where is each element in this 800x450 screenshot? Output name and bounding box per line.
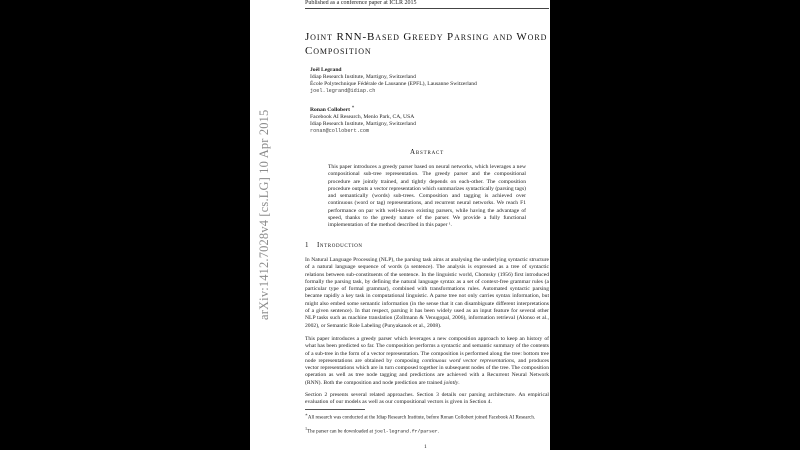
- arxiv-stamp-text: arXiv:1412.7028v4 [cs.LG] 10 Apr 2015: [257, 109, 271, 320]
- paper-title: Joint RNN-Based Greedy Parsing and Word Composition: [305, 31, 548, 57]
- paragraph-3: Section 2 presents several related approaches. Section 3 details our parsing architecture. An empirical evaluation of our models as well as our compositional vectors is given in Section 4.: [305, 392, 549, 406]
- abstract-heading: Abstract: [410, 148, 444, 156]
- paragraph-2: This paper introduces a greedy parser which leverages a new composition approach to keep an history of what has been predicted so far. The composition performs a syntactic and semantic summary of the contents of a sub-tree in the form of a vector representation. The composition is performed along the tree: bottom tree node representations are obtained by composing continuous word vector representations, and produces vector representations which are in turn composed together in subsequent nodes of the tree. The composition operation as well as tree node tagging and predictions are achieved with a Recurrent Neural Network (RNN). Both the composition and node prediction are trained jointly.: [305, 336, 549, 386]
- author-name: Joël Legrand: [310, 67, 342, 73]
- arxiv-stamp: [258, 96, 270, 320]
- header-rule: [305, 8, 549, 9]
- author-affiliation: École Polytechnique Fédérale de Lausanne (EPFL), Lausanne Switzerland: [310, 81, 477, 87]
- paragraph-1: In Natural Language Processing (NLP), the parsing task aims at analysing the underlying syntactic structure of a natural language sequence of words (a sentence). The analysis is expressed as a tree of syntactic relations between sub-constituents of the sentence. In the linguistic world, Chomsky (1956) first introduced formally the parsing task, by defining the natural language syntax as a set of context-free grammar rules (a particular type of formal grammar), combined with transformations rules. Automated syntactic parsing became rapidly a key task in computational linguistic. A parse tree not only carries syntax information, but might also embed some semantic information (in the sense that it can disambiguate different interpretations of a given sentence). In that respect, parsing it has been widely used as an input feature for several other NLP tasks such as machine translation (Zollmann & Venugopal, 2006), information retrieval (Alonso et al., 2002), or Semantic Role Labeling (Punyakanok et al., 2008).: [305, 257, 549, 329]
- footnote-2: $^1$The parser can be downloaded at joel-legrand.fr/parser.: [305, 426, 439, 435]
- author-affiliation: Idiap Research Institute, Martigny, Switzerland: [310, 120, 416, 127]
- running-header: Published as a conference paper at ICLR 2015: [305, 0, 417, 6]
- footnote-1: ∗All research was conducted at the Idiap Research Institute, before Ronan Collobert joined Facebook AI Research.: [305, 412, 536, 421]
- author-email: joel.legrand@idiap.ch: [310, 88, 376, 94]
- abstract-text: This paper introduces a greedy parser based on neural networks, which leverages a new compositional sub-tree representation. The greedy parser and the compositional procedure are jointly trained, and tightly depends on each-other. The composition procedure outputs a vector representation which summarizes syntactically (parsing tags) and semantically (words) sub-trees. Composition and tagging is achieved over continuous (word or tag) representations, and recurrent neural networks. We reach F1 performance on par with well-known existing parsers, while having the advantage of speed, thanks to the greedy nature of the parser. We provide a fully functional implementation of the method described in this paper ¹.: [328, 164, 526, 229]
- footnote-rule: [305, 409, 365, 410]
- author-block-2: [310, 104, 550, 135]
- emphasis: continuous word vector representations: [421, 357, 515, 364]
- section-heading: [305, 241, 549, 249]
- author-block-1: [310, 67, 550, 95]
- page-number: 1: [424, 444, 427, 450]
- footnote-link[interactable]: joel-legrand.fr/parser: [374, 429, 438, 435]
- author-email: ronan@collobert.com: [310, 127, 370, 134]
- section-title: Introduction: [317, 241, 363, 249]
- section-number: 1: [305, 241, 310, 249]
- author-footnote-mark: ∗: [351, 105, 355, 110]
- author-affiliation: Idiap Research Institute, Martigny, Switzerland: [310, 74, 416, 80]
- emphasis: jointly: [443, 379, 459, 386]
- author-affiliation: Facebook AI Research, Menlo Park, CA, USA: [310, 113, 415, 120]
- author-name: Ronan Collobert: [310, 106, 350, 113]
